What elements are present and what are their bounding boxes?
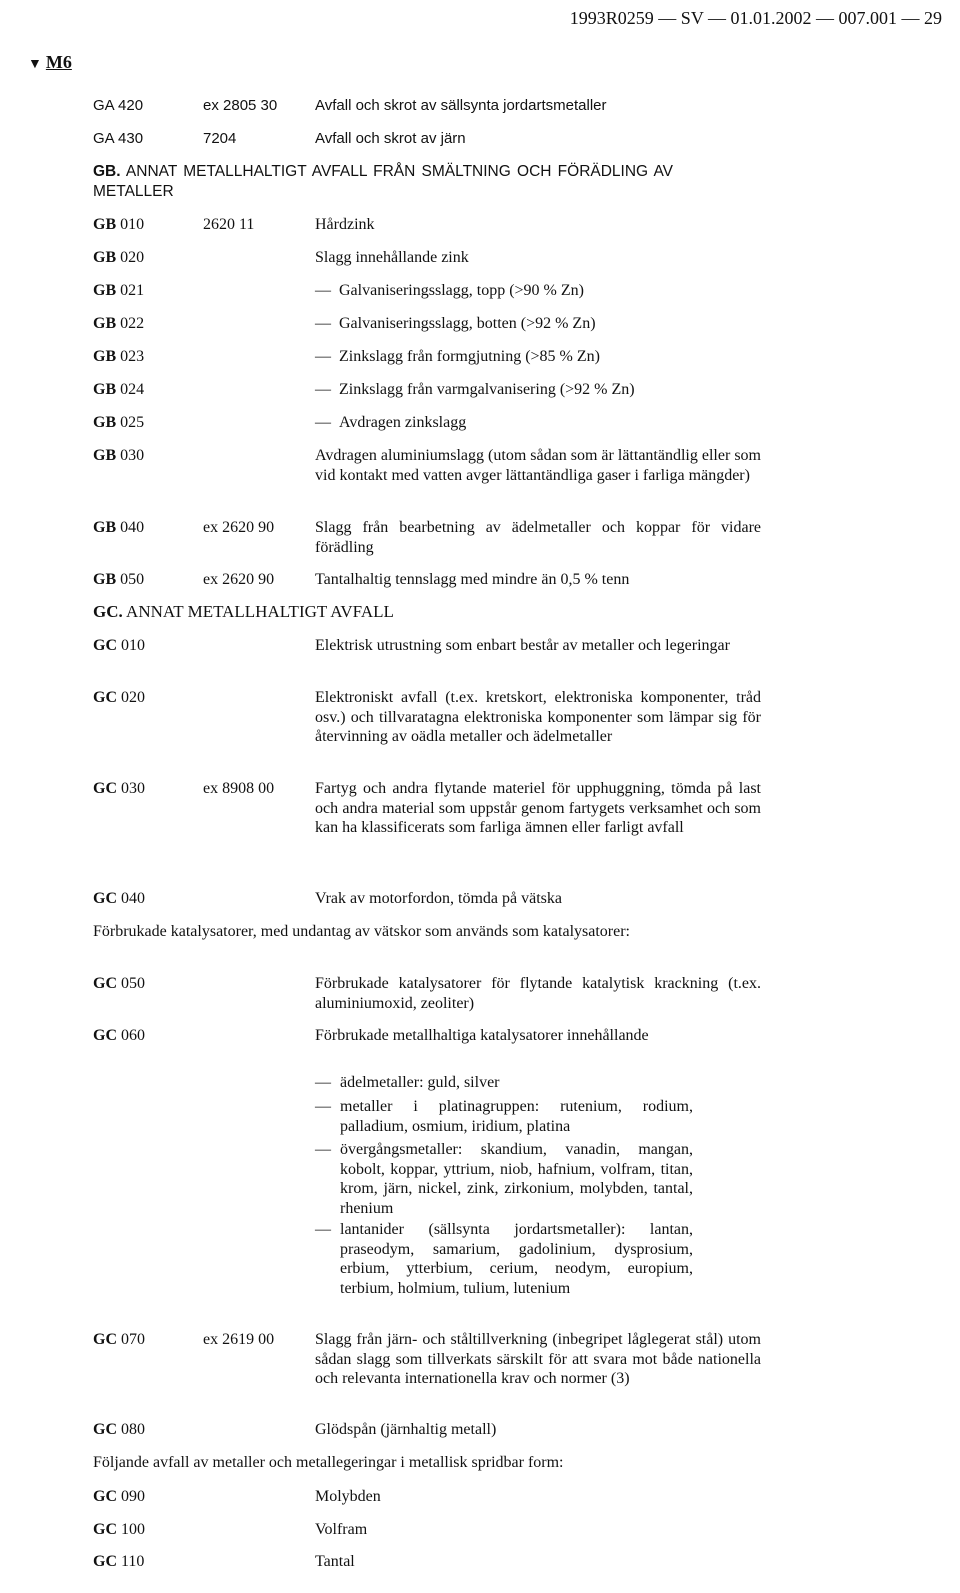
waste-description: Förbrukade katalysatorer för flytande katalytisk krackning (t.ex. aluminiumoxid, zeoliter): [315, 975, 761, 1012]
list-item: — lantanider (sällsynta jordartsmetaller): lantan, praseodym, samarium, gadolinium, dysprosium, erbium, ytterbium, cerium, neodym, europium, terbium, holmium, tulium, lutenium: [315, 1221, 693, 1297]
amendment-label: M6: [45, 52, 72, 72]
customs-ref: 2620 11: [203, 216, 255, 233]
waste-description: Elektroniskt avfall (t.ex. kretskort, elektroniska komponenter, tråd osv.) och tillvaratagna elektroniska komponenter som lämpar sig för återvinning av oädla metaller och ädelmetaller: [315, 689, 761, 745]
waste-code: GB 010: [93, 216, 145, 233]
waste-code: GB 025: [93, 414, 145, 431]
waste-code: GB 050: [93, 571, 145, 588]
waste-description: Volfram: [315, 1521, 368, 1538]
waste-description: Fartyg och andra flytande materiel för upphuggning, tömda på last och andra material som uppstår genom fartygets verksamhet och som kan ha klassificerats som farliga ämnen eller farligt avfall: [315, 780, 761, 836]
waste-code: GB 022: [93, 315, 145, 332]
customs-ref: ex 2620 90: [203, 571, 275, 588]
waste-code: GC 030: [93, 780, 145, 797]
waste-description: — Avdragen zinkslagg: [315, 413, 761, 433]
list-item: — ädelmetaller: guld, silver: [315, 1074, 500, 1091]
waste-code: GB 030: [93, 447, 145, 464]
customs-ref: ex 8908 00: [203, 780, 275, 797]
waste-code: GC 050: [93, 975, 145, 992]
waste-description: — Galvaniseringsslagg, topp (>90 % Zn): [315, 281, 761, 301]
waste-description: Molybden: [315, 1488, 381, 1505]
waste-description: Avdragen aluminiumslagg (utom sådan som är lättantändlig eller som vid kontakt med vatten avger lättantändliga gaser i farliga mängder): [315, 447, 761, 484]
list-item: — metaller i platinagruppen: rutenium, rodium, palladium, osmium, iridium, platina: [315, 1098, 693, 1135]
customs-ref: ex 2619 00: [203, 1331, 275, 1348]
waste-code: GC 060: [93, 1027, 145, 1044]
waste-description: — Zinkslagg från formgjutning (>85 % Zn): [315, 347, 761, 367]
waste-code: GC 110: [93, 1553, 145, 1570]
waste-description: — Galvaniseringsslagg, botten (>92 % Zn): [315, 314, 761, 334]
waste-description: Tantalhaltig tennslagg med mindre än 0,5 % tenn: [315, 571, 630, 588]
customs-ref: ex 2620 90: [203, 519, 275, 536]
dash-icon: —: [315, 1074, 331, 1091]
waste-description: Vrak av motorfordon, tömda på vätska: [315, 890, 562, 907]
customs-ref: ex 2805 30: [203, 97, 278, 114]
customs-ref: 7204: [203, 130, 237, 147]
list-item: — övergångsmetaller: skandium, vanadin, mangan, kobolt, koppar, yttrium, niob, hafnium, volfram, titan, krom, järn, nickel, zink, zirkonium, molybden, tantal, rhenium: [315, 1141, 693, 1217]
waste-description: Slagg från bearbetning av ädelmetaller och koppar för vidare förädling: [315, 519, 761, 556]
metals-intro: Följande avfall av metaller och metallegeringar i metallisk spridbar form:: [93, 1454, 564, 1471]
waste-code: GB 020: [93, 249, 145, 266]
waste-description: — Zinkslagg från varmgalvanisering (>92 % Zn): [315, 380, 761, 400]
amendment-marker: [28, 52, 72, 73]
waste-code: GB 023: [93, 348, 145, 365]
waste-code: GC 010: [93, 637, 145, 654]
waste-code: GC 040: [93, 890, 145, 907]
waste-code: GA 430: [93, 130, 144, 147]
waste-code: GB 040: [93, 519, 145, 536]
waste-code: GC 080: [93, 1421, 145, 1438]
dash-icon: —: [315, 1141, 331, 1158]
waste-code: GB 024: [93, 381, 145, 398]
section-heading-gc: GC. ANNAT METALLHALTIGT AVFALL: [93, 602, 394, 621]
waste-code: GC 070: [93, 1331, 145, 1348]
triangle-down-icon: ▼: [28, 57, 42, 72]
catalyst-intro: Förbrukade katalysatorer, med undantag av vätskor som används som katalysatorer:: [93, 923, 630, 940]
waste-description: Glödspån (järnhaltig metall): [315, 1421, 497, 1438]
waste-description: Avfall och skrot av sällsynta jordartsmetaller: [315, 97, 607, 114]
waste-description: Avfall och skrot av järn: [315, 130, 466, 147]
dash-icon: —: [315, 1098, 331, 1115]
waste-code: GC 090: [93, 1488, 145, 1505]
waste-description: Hårdzink: [315, 216, 375, 233]
waste-description: Elektrisk utrustning som enbart består av metaller och legeringar: [315, 637, 730, 654]
section-heading-gb: GB. ANNAT METALLHALTIGT AVFALL FRÅN SMÄLTNING OCH FÖRÄDLING AV METALLER: [93, 163, 673, 200]
running-header: 1993R0259 — SV — 01.01.2002 — 007.001 — 29: [569, 8, 942, 28]
waste-description: Tantal: [315, 1553, 355, 1570]
waste-description: Slagg från järn- och ståltillverkning (inbegripet låglegerat stål) utom sådan slagg som tillverkats särskilt för att svara mot både nationella och relevanta internationella krav och normer (3): [315, 1331, 761, 1387]
dash-icon: —: [315, 1221, 331, 1238]
waste-code: GC 100: [93, 1521, 145, 1538]
waste-description: Slagg innehållande zink: [315, 249, 469, 266]
waste-code: GA 420: [93, 97, 144, 114]
waste-description: Förbrukade metallhaltiga katalysatorer innehållande: [315, 1027, 649, 1044]
waste-code: GC 020: [93, 689, 145, 706]
waste-code: GB 021: [93, 282, 145, 299]
